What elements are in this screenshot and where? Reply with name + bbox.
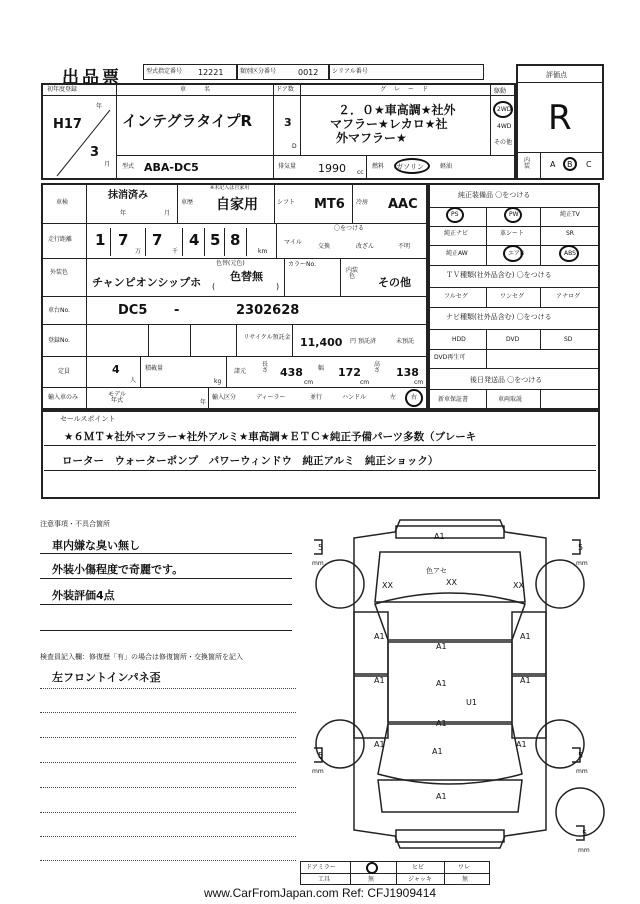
glass-label-mirror: ドアミラー bbox=[306, 864, 336, 871]
mileage-label: 走行距離 bbox=[48, 236, 73, 243]
page-title: 出品票 bbox=[62, 68, 122, 88]
equip-airbag: エアB bbox=[508, 250, 525, 257]
code-rear-panel: A1 bbox=[436, 719, 447, 728]
inspector-label: 検査員記入欄：修復歴「有」の場合は修復箇所・交換箇所を記入 bbox=[40, 653, 243, 661]
first-reg-label: 初年度登録 bbox=[47, 86, 78, 93]
sales-point-line-2: ローター ウォーターポンプ パワーウィンドウ 純正アルミ 純正ショック） bbox=[62, 455, 439, 467]
code-left-rear-door: A1 bbox=[374, 676, 385, 685]
year-unit: 年 bbox=[96, 103, 103, 110]
code-rear-bumper: A1 bbox=[436, 792, 447, 801]
code-hood-fade: 色アセ bbox=[426, 567, 447, 575]
use-note: ※未記入は自家用 bbox=[210, 185, 250, 191]
height-value: 138 bbox=[396, 366, 419, 379]
navi-dvd: DVD bbox=[506, 336, 520, 343]
import-type-label: 輸入区分 bbox=[212, 394, 237, 401]
capacity-label: 定員 bbox=[58, 368, 71, 375]
displacement-unit: cc bbox=[357, 169, 364, 176]
repaint-value: 色替無 bbox=[230, 270, 263, 283]
dvd-label: DVD再生可 bbox=[434, 354, 466, 361]
shaken-month: 月 bbox=[164, 210, 171, 217]
eval-label: 評価点 bbox=[546, 71, 567, 79]
mileage-unit: km bbox=[258, 248, 268, 255]
pw-circle bbox=[504, 207, 522, 223]
mileage-digit-2: 7 bbox=[118, 231, 129, 249]
mileage-digit-3: 7 bbox=[152, 231, 163, 249]
code-right-rear-door: A1 bbox=[520, 676, 531, 685]
tv-fullseg: フルセグ bbox=[444, 293, 468, 300]
repaint-paren-open: ( bbox=[212, 282, 216, 291]
doors-unit: D bbox=[292, 143, 297, 150]
load-unit: kg bbox=[214, 378, 222, 385]
width-value: 172 bbox=[338, 366, 361, 379]
type-code-label: 型式指定番号 bbox=[146, 68, 183, 75]
notes-line-2: 外装小傷程度で奇麗です。 bbox=[52, 563, 184, 576]
inspector-line-1: 左フロントインパネ歪 bbox=[52, 671, 161, 684]
class-code-value: 0012 bbox=[298, 68, 319, 77]
after-manual: 車両取説 bbox=[498, 396, 523, 403]
model-year-unit: 年 bbox=[200, 399, 207, 406]
light-oil-label: 軽油 bbox=[440, 163, 453, 170]
fuel-circle bbox=[394, 158, 430, 174]
navi-sd: SD bbox=[564, 336, 573, 343]
footer-reference: www.CarFromJapan.com Ref: CFJ1909414 bbox=[203, 886, 437, 900]
car-name: インテグラタイプR bbox=[122, 112, 253, 130]
equip-aw: 純正AW bbox=[446, 250, 468, 257]
code-left-front-door: A1 bbox=[374, 632, 385, 641]
code-front-right: XX bbox=[513, 581, 524, 590]
notes-line-3: 外装評価4点 bbox=[52, 589, 115, 602]
ac-value: AAC bbox=[388, 197, 418, 212]
drive-circle bbox=[493, 101, 513, 118]
navi-title: ナビ種類(社外品含む) 〇をつける bbox=[446, 313, 552, 321]
tv-analog: アナログ bbox=[556, 293, 581, 300]
equip-leather: 革シート bbox=[500, 230, 525, 237]
ext-color-label: 外装色 bbox=[50, 269, 69, 276]
length-unit: cm bbox=[304, 379, 314, 386]
sales-point-label: セールスポイント bbox=[60, 415, 116, 423]
interior-grade-circle bbox=[563, 157, 577, 171]
grade-line-3: 外マフラー★ bbox=[336, 131, 407, 145]
meter-altered: 改ざん bbox=[356, 243, 375, 250]
load-label: 積載量 bbox=[145, 365, 164, 372]
import-label: 輸入車のみ bbox=[48, 394, 79, 401]
code-rear-glass: U1 bbox=[466, 698, 477, 707]
width-unit: cm bbox=[360, 379, 370, 386]
shaken-label: 車検 bbox=[56, 199, 69, 206]
int-color-value: その他 bbox=[378, 276, 411, 289]
equip-abs: ABS bbox=[564, 250, 576, 257]
handle-label: ハンドル bbox=[342, 394, 367, 401]
notes-label: 注意事項・不具合箇所 bbox=[40, 520, 110, 528]
code-front-bumper: A1 bbox=[434, 532, 445, 541]
tools-label: 工具 bbox=[318, 876, 331, 883]
after-warranty: 新車保証書 bbox=[438, 396, 469, 403]
model-value: ABA-DC5 bbox=[144, 161, 199, 174]
recycle-unit: 円 bbox=[350, 338, 357, 345]
shaken-status: 抹消済み bbox=[108, 190, 148, 201]
mileage-digit-6: 8 bbox=[230, 231, 241, 249]
mileage-unit-man: 万 bbox=[135, 248, 142, 255]
code-right-front-door: A1 bbox=[520, 632, 531, 641]
equip-ps: PS bbox=[451, 211, 459, 218]
drive-other: その他 bbox=[494, 139, 513, 146]
tread-rr: 5 bbox=[578, 751, 584, 760]
notes-line-1: 車内嫌な臭い無し bbox=[52, 539, 140, 552]
height-unit: cm bbox=[414, 379, 424, 386]
interior-label: 内装 bbox=[524, 157, 531, 170]
grade-line-2: マフラー★レカロ★社 bbox=[330, 117, 448, 131]
tools-value: 無 bbox=[368, 876, 375, 883]
tread-fl-unit: mm bbox=[312, 560, 324, 567]
interior-grade-a: A bbox=[550, 160, 556, 169]
grade-label: グレード bbox=[380, 86, 437, 93]
mileage-unit-sen: 千 bbox=[172, 248, 179, 255]
handle-left: 左 bbox=[390, 394, 397, 401]
navi-hdd: HDD bbox=[452, 336, 466, 343]
drive-2wd: 2WD bbox=[497, 106, 512, 113]
handle-circle bbox=[405, 389, 423, 407]
chassis-model: DC5 bbox=[118, 303, 148, 318]
reg-slash bbox=[55, 100, 115, 180]
code-rear-glass-left: A1 bbox=[374, 740, 385, 749]
tread-fl: 5 bbox=[318, 543, 324, 552]
recycle-deposited: 預託済 bbox=[358, 338, 377, 345]
equip-tv: 純正TV bbox=[560, 211, 580, 218]
equipment-title: 純正装備品 〇をつける bbox=[458, 191, 531, 199]
fuel-label: 燃料 bbox=[372, 163, 385, 170]
width-label: 幅 bbox=[318, 365, 325, 372]
tread-rr-unit: mm bbox=[576, 768, 588, 775]
doors-value: 3 bbox=[284, 116, 292, 129]
handle-right: 右 bbox=[411, 394, 418, 401]
chassis-dash: - bbox=[174, 303, 180, 318]
serial-label: シリアル番号 bbox=[332, 68, 368, 75]
code-rear-glass-right: A1 bbox=[516, 740, 527, 749]
code-front-left: XX bbox=[382, 581, 393, 590]
tv-title: ＴＶ種類(社外品含む) 〇をつける bbox=[446, 271, 552, 279]
length-value: 438 bbox=[280, 366, 303, 379]
capacity-value: 4 bbox=[112, 363, 120, 376]
code-trunk: A1 bbox=[432, 747, 443, 756]
use-label: 車歴 bbox=[181, 199, 194, 206]
reg-label: 登録No. bbox=[48, 337, 70, 344]
size-label: 諸元 bbox=[234, 368, 247, 375]
tread-rl-unit: mm bbox=[312, 768, 324, 775]
interior-grade-c: C bbox=[586, 160, 592, 169]
recycle-not-deposited: 未預託 bbox=[396, 338, 415, 345]
tread-fr-unit: mm bbox=[576, 560, 588, 567]
class-code-label: 類別区分番号 bbox=[240, 68, 277, 75]
parallel-option: 並行 bbox=[310, 394, 323, 401]
first-reg-month: 3 bbox=[90, 145, 100, 160]
airbag-circle bbox=[503, 245, 523, 262]
interior-grade-b: B bbox=[567, 160, 573, 169]
name-label: 車名 bbox=[180, 86, 229, 93]
type-code-value: 12221 bbox=[198, 68, 224, 77]
meter-unknown: 不明 bbox=[398, 243, 411, 250]
mileage-digit-4: 4 bbox=[189, 231, 200, 249]
grade-line-1: ２．０★車高調★社外 bbox=[338, 103, 456, 117]
code-roof-front: A1 bbox=[436, 642, 447, 651]
shaken-year: 年 bbox=[120, 210, 127, 217]
jack-label: ジャッキ bbox=[408, 876, 432, 883]
tread-rl: 5 bbox=[318, 751, 324, 760]
model-year-label: モデル年式 bbox=[108, 391, 126, 404]
mileage-digit-1: 1 bbox=[95, 231, 106, 249]
eval-score: R bbox=[548, 98, 572, 138]
tread-fr: 5 bbox=[578, 543, 584, 552]
fuel-value: ガソリン bbox=[396, 163, 424, 171]
drive-label: 駆動 bbox=[494, 88, 507, 95]
car-damage-diagram bbox=[300, 512, 610, 857]
capacity-unit: 人 bbox=[130, 377, 137, 384]
mirror-circle bbox=[366, 862, 378, 874]
after-title: 後日発送品 〇をつける bbox=[470, 376, 543, 384]
meter-mark-label: 〇をつける bbox=[334, 225, 365, 232]
shift-label: シフト bbox=[277, 199, 296, 206]
tread-spare: 5 bbox=[582, 829, 588, 838]
repaint-paren-close: ) bbox=[276, 282, 280, 291]
chassis-label: 車台No. bbox=[48, 307, 70, 314]
code-hood: XX bbox=[446, 578, 457, 587]
first-reg-year: H17 bbox=[53, 117, 82, 132]
color-no-label: カラーNo. bbox=[288, 261, 316, 268]
equip-sr: SR bbox=[566, 230, 574, 237]
chassis-number: 2302628 bbox=[236, 303, 300, 318]
drive-4wd: 4WD bbox=[497, 123, 512, 130]
meter-exchange: 交換 bbox=[318, 243, 331, 250]
month-unit: 月 bbox=[104, 161, 111, 168]
tv-oneseg: ワンセグ bbox=[500, 293, 525, 300]
mileage-digit-5: 5 bbox=[210, 231, 221, 249]
tread-spare-unit: mm bbox=[578, 847, 590, 854]
sales-point-line-1: ★６ＭＴ★社外マフラー★社外アルミ★車高調★ＥＴＣ★純正予備パーツ多数（ブレーキ bbox=[64, 431, 477, 443]
abs-circle bbox=[559, 245, 579, 262]
use-value: 自家用 bbox=[216, 197, 258, 213]
code-roof-rear: A1 bbox=[436, 679, 447, 688]
shift-value: MT6 bbox=[314, 197, 345, 212]
repaint-label: 色替(元色) bbox=[216, 260, 245, 267]
doors-label: ドア数 bbox=[276, 86, 294, 93]
displacement-value: 1990 bbox=[318, 162, 346, 175]
ps-circle bbox=[446, 207, 464, 223]
equip-navi: 純正ナビ bbox=[444, 230, 469, 237]
height-label: 高さ bbox=[374, 361, 381, 374]
ac-label: 冷房 bbox=[356, 199, 369, 206]
ext-color-value: チャンピオンシップホ bbox=[92, 276, 202, 289]
recycle-value: 11,400 bbox=[300, 336, 343, 349]
equip-pw: PW bbox=[509, 211, 519, 218]
dealer-option: ディーラー bbox=[256, 394, 286, 401]
int-color-label: 内装色 bbox=[345, 267, 358, 280]
model-label: 型式 bbox=[122, 163, 135, 170]
displacement-label: 排気量 bbox=[278, 163, 297, 170]
length-label: 長さ bbox=[262, 361, 269, 374]
jack-value: 無 bbox=[462, 876, 469, 883]
mile-label: マイル bbox=[284, 239, 302, 246]
recycle-label: リサイクル預託金 bbox=[243, 334, 291, 341]
glass-label-crack: ヒビ bbox=[412, 864, 425, 871]
glass-label-break: ワレ bbox=[458, 864, 471, 871]
